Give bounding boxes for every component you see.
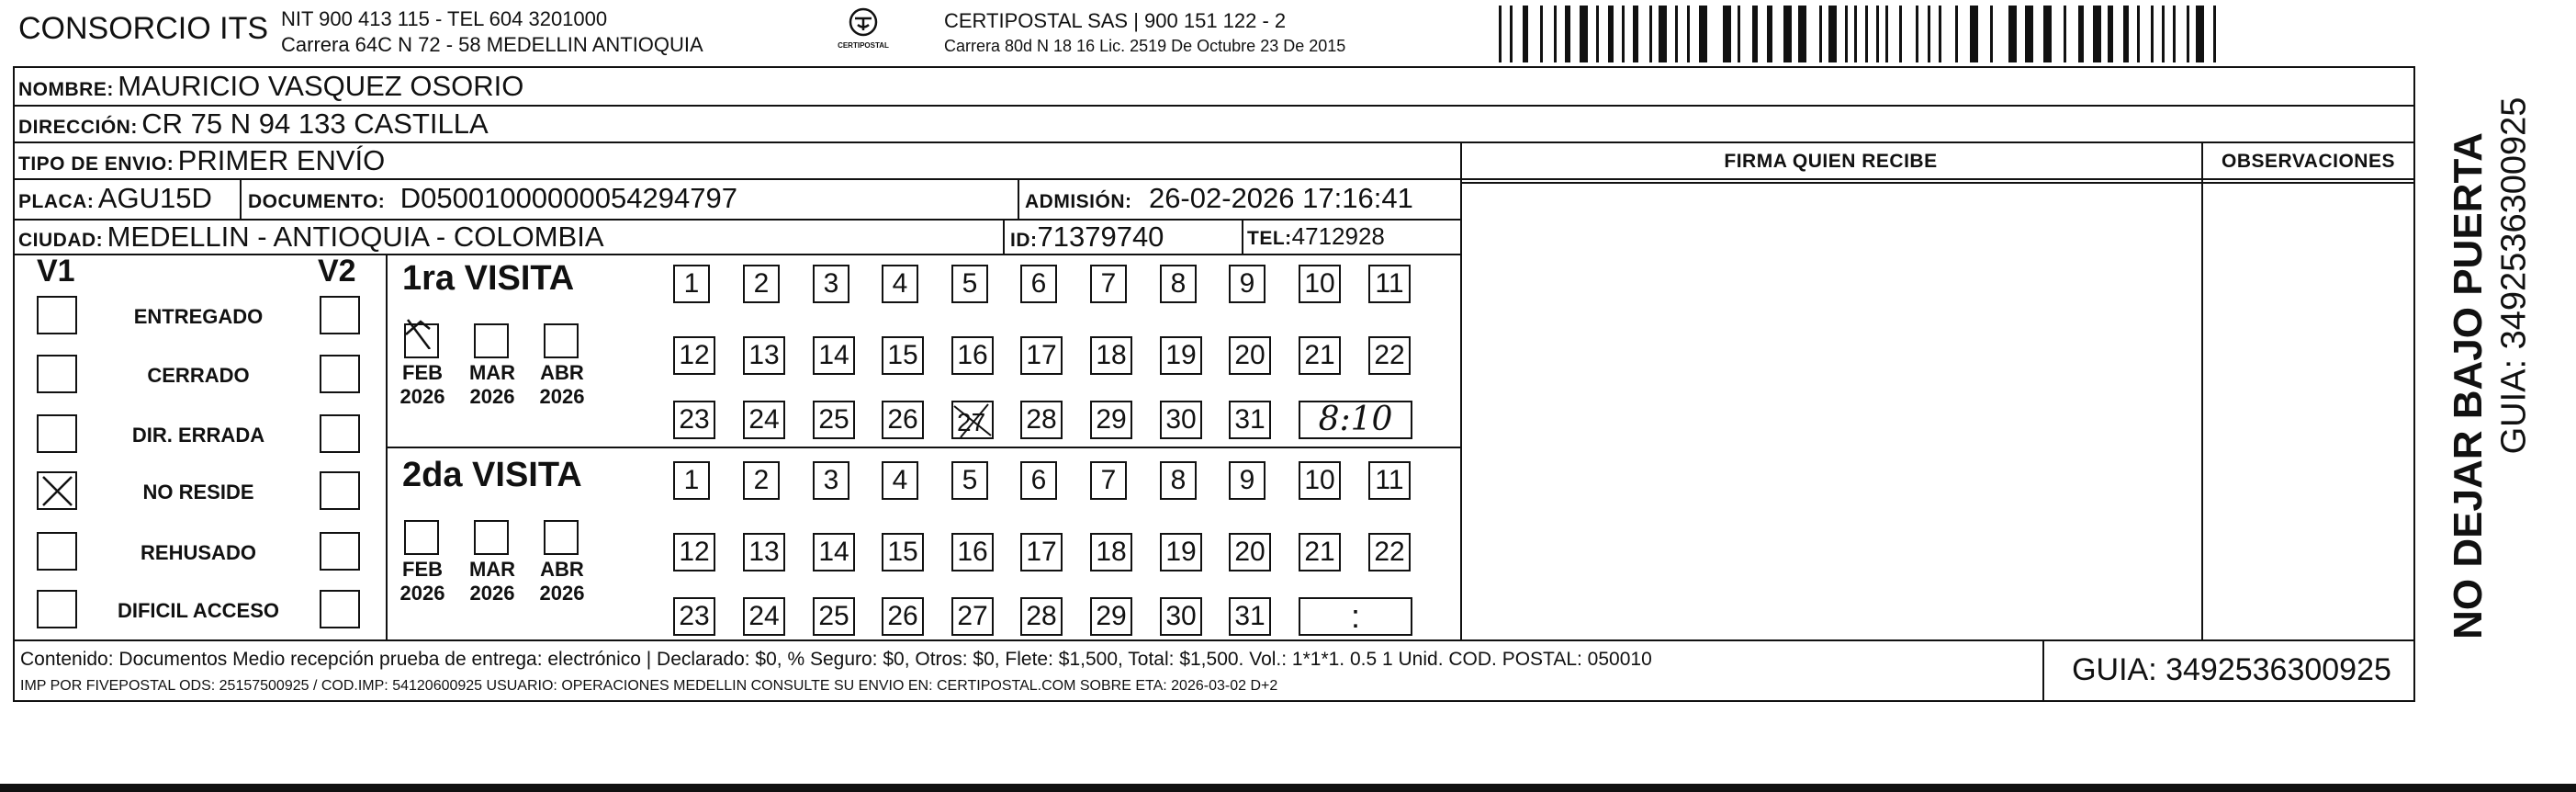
year-label: 2026 [469, 582, 515, 605]
month-label: ABR [540, 361, 584, 384]
svg-text:27: 27 [957, 408, 986, 436]
day-box[interactable]: 24 [743, 401, 785, 439]
barcode-bar [1845, 6, 1848, 62]
day-box[interactable]: 5 [951, 265, 988, 303]
status-label: NO RESIDE [142, 481, 254, 503]
barcode-bar [1798, 6, 1806, 62]
v2-checkbox[interactable] [320, 471, 360, 510]
side-no-dejar: NO DEJAR BAJO PUERTA [2446, 132, 2491, 639]
day-box[interactable]: 23 [673, 597, 715, 636]
ciudad-value: MEDELLIN - ANTIOQUIA - COLOMBIA [107, 221, 604, 253]
barcode-bar [1540, 6, 1543, 62]
year-label: 2026 [399, 385, 445, 408]
day-box[interactable]: 17 [1020, 336, 1063, 375]
barcode-bar [1955, 6, 1958, 62]
barcode [1499, 6, 2233, 67]
day-box[interactable]: 10 [1299, 461, 1341, 500]
day-box[interactable]: 7 [1090, 461, 1127, 500]
day-box[interactable]: 2 [743, 461, 780, 500]
v2-checkbox[interactable] [320, 590, 360, 628]
day-box[interactable]: 26 [882, 401, 924, 439]
day-box[interactable]: 29 [1090, 597, 1132, 636]
barcode-bar [2123, 6, 2129, 62]
x-mark-icon [39, 473, 75, 508]
year-label: 2026 [399, 582, 445, 605]
nombre-row [18, 70, 523, 103]
courier-name: CERTIPOSTAL SAS | 900 151 122 - 2 [944, 9, 1287, 32]
day-box[interactable]: 30 [1160, 597, 1202, 636]
barcode-bar [1738, 6, 1740, 62]
barcode-bar [1819, 6, 1822, 62]
year-label: 2026 [469, 385, 515, 408]
day-box[interactable]: 5 [951, 461, 988, 500]
direccion-row [18, 107, 489, 141]
status-label: REHUSADO [141, 541, 256, 564]
day-box[interactable]: 28 [1020, 597, 1063, 636]
day-box[interactable]: 18 [1090, 533, 1132, 571]
tipo-label: TIPO DE ENVIO: [18, 153, 174, 175]
barcode-bar [1752, 6, 1758, 62]
barcode-bar [2008, 6, 2017, 62]
day-box[interactable]: 12 [673, 533, 715, 571]
barcode-bar [2187, 6, 2189, 62]
status-label: ENTREGADO [133, 305, 264, 328]
barcode-bar [1622, 6, 1625, 62]
footer-imp: IMP POR FIVEPOSTAL ODS: 25157500925 / COD.IMP: 54120600925 USUARIO: OPERACIONES MEDELLIN CONSULTE SU ENVIO EN: CERTIPOSTAL.COM SOBRE ETA: 2026-03-02 D+2 [20, 678, 1278, 694]
day-box[interactable]: 30 [1160, 401, 1202, 439]
barcode-bar [2151, 6, 2154, 62]
footer-contenido: Contenido: Documentos Medio recepción prueba de entrega: electrónico | Declarado: $0, % Seguro: $0, Otros: $0, Flete: $1,500, Total: $1,500. Vol.: 1*1*1. 0.5 1 Unid. COD. POSTAL: 050010 [20, 649, 1652, 670]
direccion-label: DIRECCIÓN: [18, 117, 138, 138]
barcode-bar [1767, 6, 1772, 62]
day-box[interactable]: 3 [813, 265, 849, 303]
month-checkbox[interactable] [474, 520, 509, 555]
day-box[interactable]: 4 [882, 265, 918, 303]
day-box[interactable]: 21 [1299, 533, 1341, 571]
barcode-bar [1885, 6, 1888, 62]
v2-checkbox[interactable] [320, 355, 360, 393]
v2-checkbox[interactable] [320, 414, 360, 453]
day-box[interactable]: 6 [1020, 265, 1057, 303]
barcode-bar [2137, 6, 2140, 62]
barcode-bar [1565, 6, 1570, 62]
day-box[interactable]: 1 [673, 265, 710, 303]
day-box[interactable]: 21 [1299, 336, 1341, 375]
barcode-bar [1939, 6, 1941, 62]
id-field: ID:71379740 [1010, 221, 1164, 253]
day-box[interactable]: 12 [673, 336, 715, 375]
barcode-bar [1510, 6, 1513, 62]
v1-checkbox[interactable] [37, 414, 77, 453]
courier-address: Carrera 80d N 18 16 Lic. 2519 De Octubre 23 De 2015 [944, 37, 1346, 55]
year-label: 2026 [539, 385, 585, 408]
day-box[interactable]: 8 [1160, 265, 1197, 303]
day-box[interactable]: 14 [813, 336, 855, 375]
barcode-bar [1687, 6, 1690, 62]
nombre-label: NOMBRE: [18, 79, 114, 100]
day-box[interactable]: 19 [1160, 533, 1202, 571]
day-box[interactable]: 20 [1229, 533, 1271, 571]
barcode-graphic [1499, 6, 2233, 62]
v1-checkbox[interactable] [37, 296, 77, 334]
id-value: 71379740 [1037, 221, 1164, 253]
firma-header: FIRMA QUIEN RECIBE [1724, 151, 1938, 172]
day-box[interactable]: 28 [1020, 401, 1063, 439]
tel-value: 4712928 [1291, 222, 1385, 250]
documento-value: D05001000000054294797 [399, 182, 737, 214]
footer-guia: GUIA: 3492536300925 [2072, 652, 2391, 687]
barcode-bar [1554, 6, 1557, 62]
day-box[interactable]: 11 [1368, 265, 1411, 303]
day-box[interactable]: 22 [1368, 336, 1411, 375]
month-label: MAR [468, 558, 516, 581]
barcode-bar [2213, 6, 2216, 62]
day-box[interactable]: 31 [1229, 597, 1271, 636]
barcode-bar [2093, 6, 2101, 62]
day-box[interactable]: 18 [1090, 336, 1132, 375]
month-checkbox[interactable] [544, 520, 579, 555]
v2-checkbox[interactable] [320, 296, 360, 334]
placa-value: AGU15D [97, 182, 212, 214]
tel-field: TEL:4712928 [1247, 222, 1385, 250]
barcode-bar [2173, 6, 2176, 62]
day-box[interactable]: 27 [951, 597, 994, 636]
tipo-row [18, 144, 385, 177]
barcode-bar [1608, 6, 1614, 62]
year-label: 2026 [539, 582, 585, 605]
day-box[interactable]: 23 [673, 401, 715, 439]
certipostal-logo: CERTIPOSTAL [831, 7, 895, 59]
barcode-bar [2025, 6, 2033, 62]
first-visit-title: 1ra VISITA [402, 259, 575, 298]
check-mark-icon [402, 316, 435, 349]
admision-field: ADMISIÓN: 26-02-2026 17:16:41 [1025, 182, 1413, 214]
barcode-bar [2064, 6, 2066, 62]
day-box[interactable]: 9 [1229, 461, 1266, 500]
v1-checkbox[interactable] [37, 590, 77, 628]
day-box[interactable]: 29 [1090, 401, 1132, 439]
handwritten-mark-icon [951, 401, 994, 439]
barcode-bar [1580, 6, 1588, 62]
day-box[interactable]: 22 [1368, 533, 1411, 571]
placa-field: PLACA: AGU15D [18, 182, 212, 214]
day-box[interactable]: 1 [673, 461, 710, 500]
month-label: MAR [468, 361, 516, 384]
day-box[interactable]: 20 [1229, 336, 1271, 375]
barcode-bar [1970, 6, 1978, 62]
barcode-bar [1675, 6, 1678, 62]
day-box[interactable]: 26 [882, 597, 924, 636]
barcode-bar [2043, 6, 2052, 62]
day-box[interactable]: 4 [882, 461, 918, 500]
day-box[interactable]: 15 [882, 533, 924, 571]
day-box[interactable]: 7 [1090, 265, 1127, 303]
status-label: CERRADO [147, 364, 250, 387]
day-box[interactable]: 25 [813, 597, 855, 636]
company-address: Carrera 64C N 72 - 58 MEDELLIN ANTIOQUIA [281, 33, 703, 56]
documento-field: DOCUMENTO: D05001000000054294797 [248, 182, 737, 214]
day-box[interactable]: 19 [1160, 336, 1202, 375]
barcode-bar [1596, 6, 1599, 62]
barcode-bar [1783, 6, 1792, 62]
barcode-bar [1916, 6, 1918, 62]
bottom-bar [0, 784, 2576, 792]
barcode-bar [1633, 6, 1638, 62]
day-box[interactable]: 17 [1020, 533, 1063, 571]
barcode-bar [1928, 6, 1930, 62]
day-box[interactable]: 31 [1229, 401, 1271, 439]
day-box[interactable]: 8 [1160, 461, 1197, 500]
barcode-bar [1699, 6, 1707, 62]
day-box[interactable]: 11 [1368, 461, 1411, 500]
barcode-bar [1990, 6, 1993, 62]
day-box[interactable]: 6 [1020, 461, 1057, 500]
v1-checkbox[interactable] [37, 355, 77, 393]
day-box[interactable]: 3 [813, 461, 849, 500]
barcode-bar [1865, 6, 1868, 62]
v2-header: V2 [318, 254, 356, 289]
day-box[interactable]: 13 [743, 533, 785, 571]
barcode-bar [2196, 6, 2204, 62]
barcode-bar [2162, 6, 2165, 62]
v2-checkbox[interactable] [320, 532, 360, 571]
barcode-bar [1876, 6, 1879, 62]
day-box[interactable]: 14 [813, 533, 855, 571]
month-checkbox[interactable] [544, 323, 579, 358]
barcode-bar [1659, 6, 1667, 62]
barcode-bar [1899, 6, 1902, 62]
day-box[interactable]: 2 [743, 265, 780, 303]
day-box[interactable]: 16 [951, 533, 994, 571]
company-name: CONSORCIO ITS [18, 11, 269, 46]
observaciones-header: OBSERVACIONES [2222, 151, 2395, 172]
ciudad-field: CIUDAD: MEDELLIN - ANTIOQUIA - COLOMBIA [18, 221, 604, 253]
admision-value: 26-02-2026 17:16:41 [1148, 182, 1413, 214]
barcode-bar [1649, 6, 1652, 62]
day-box[interactable]: 9 [1229, 265, 1266, 303]
side-guia: GUIA: 3492536300925 [2494, 96, 2534, 455]
handwritten-time[interactable]: 8:10 [1299, 401, 1412, 439]
day-box[interactable]: 10 [1299, 265, 1341, 303]
day-box[interactable]: 24 [743, 597, 785, 636]
nombre-value: MAURICIO VASQUEZ OSORIO [118, 70, 524, 102]
tipo-value: PRIMER ENVÍO [177, 144, 386, 176]
v1-header: V1 [37, 254, 75, 289]
month-checkbox[interactable] [404, 520, 439, 555]
day-box[interactable]: 16 [951, 336, 994, 375]
direccion-value: CR 75 N 94 133 CASTILLA [141, 107, 489, 140]
barcode-bar [1523, 6, 1528, 62]
company-nit: NIT 900 413 115 - TEL 604 3201000 [281, 7, 608, 30]
status-label: DIR. ERRADA [131, 424, 265, 447]
barcode-bar [2078, 6, 2084, 62]
barcode-bar [1499, 6, 1502, 62]
certipostal-logo-icon [843, 7, 883, 39]
day-box[interactable]: 15 [882, 336, 924, 375]
barcode-bar [1854, 6, 1857, 62]
barcode-bar [2108, 6, 2113, 62]
status-label: DIFICIL ACCESO [117, 599, 279, 622]
v1-checkbox[interactable] [37, 532, 77, 571]
barcode-bar [1828, 6, 1837, 62]
second-visit-title: 2da VISITA [402, 456, 582, 494]
day-box[interactable]: 25 [813, 401, 855, 439]
month-checkbox[interactable] [404, 323, 439, 358]
day-box[interactable]: 13 [743, 336, 785, 375]
month-label: FEB [402, 361, 443, 384]
month-checkbox[interactable] [474, 323, 509, 358]
v1-checkbox[interactable] [37, 471, 77, 510]
month-label: FEB [402, 558, 443, 581]
barcode-bar [1723, 6, 1731, 62]
time-box[interactable]: : [1299, 597, 1412, 636]
month-label: ABR [540, 558, 584, 581]
